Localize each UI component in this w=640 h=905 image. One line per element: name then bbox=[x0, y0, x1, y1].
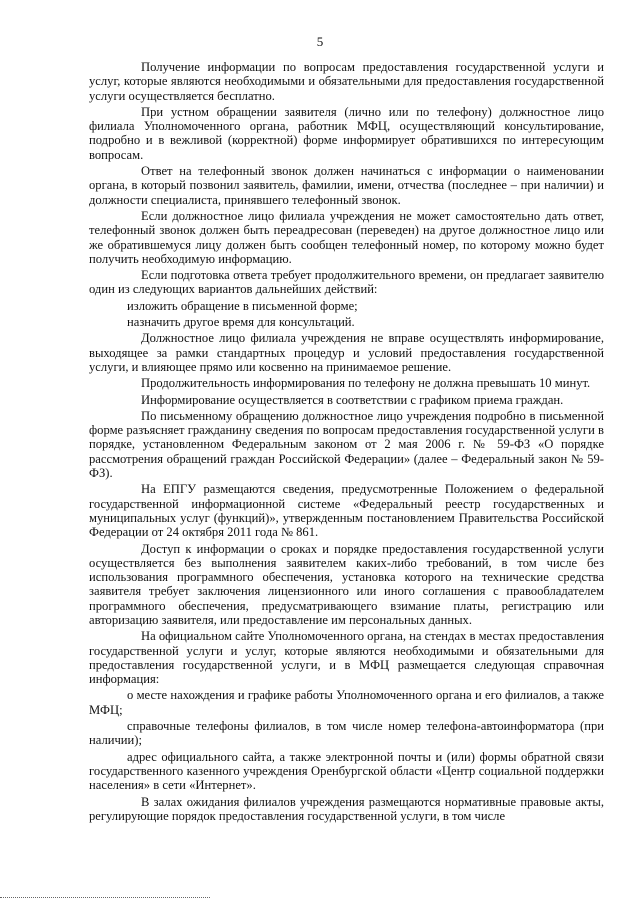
list-item-written-form: изложить обращение в письменной форме; bbox=[127, 298, 358, 313]
paragraph-free-information: Получение информации по вопросам предоставления государственной услуги и услуг, которые являются необходимыми и обязательными для предоставления государственной услуги осуществляется бесплатно. bbox=[89, 60, 604, 103]
paragraph-information-access: Доступ к информации о сроках и порядке предоставления государственной услуги осуществляется без выполнения заявителем каких-либо требований, в том числе без использования программного обеспечения, установка которого на технические средства заявителя требует заключения лицензионного или иного соглашения с правообладателем программного обеспечения, предусматривающего взимание платы, регистрацию или авторизацию заявителя, или предоставление им персональных данных. bbox=[89, 541, 604, 627]
list-item-other-time: назначить другое время для консультаций. bbox=[127, 315, 355, 330]
paragraph-reception-schedule: Информирование осуществляется в соответствии с графиком приема граждан. bbox=[141, 392, 564, 407]
list-item-site-address: адрес официального сайта, а также электронной почты и (или) формы обратной связи государственного казенного учреждения Оренбургской области «Центр социальной поддержки населения» в сети «Интернет». bbox=[89, 749, 604, 793]
paragraph-long-answer: Если подготовка ответа требует продолжительного времени, он предлагает заявителю один из следующих вариантов дальнейших действий: bbox=[89, 268, 604, 297]
footer-divider bbox=[0, 897, 210, 898]
paragraph-epgu-info: На ЕПГУ размещаются сведения, предусмотренные Положением о федеральной государственной информационной системе «Федеральный реестр государственных и муниципальных услуг (функций)», утвержденным постановлением Правительства Российской Федерации от 24 октября 2011 года № 861. bbox=[89, 482, 604, 540]
paragraph-official-site: На официальном сайте Уполномоченного органа, на стендах в местах предоставления государственной услуги и услуг, которые являются необходимыми и обязательными для предоставления государственной услуги, и в МФЦ размещается следующая справочная информация: bbox=[89, 629, 604, 687]
list-item-location-schedule: о месте нахождения и графике работы Уполномоченного органа и его филиалов, а также МФЦ; bbox=[89, 688, 604, 717]
document-body bbox=[89, 60, 604, 823]
paragraph-written-request: По письменному обращению должностное лицо учреждения подробно в письменной форме разъясняет гражданину сведения по вопросам предоставления государственной услуги в порядке, установленном Федеральным законом от 2 мая 2006 г. № 59-ФЗ «О порядке рассмотрения обращений граждан Российской Федерации» (далее – Федеральный закон № 59-ФЗ). bbox=[89, 408, 604, 481]
page-number: 5 bbox=[316, 34, 324, 49]
paragraph-call-redirect: Если должностное лицо филиала учреждения не может самостоятельно дать ответ, телефонный звонок должен быть переадресован (переведен) на другое должностное лицо или же обратившемуся лицу должен быть сообщен телефонный номер, по которому можно будет получить необходимую информацию. bbox=[89, 208, 604, 266]
paragraph-oral-inquiry: При устном обращении заявителя (лично или по телефону) должностное лицо филиала Уполномоченного органа, работник МФЦ, осуществляющий консультирование, подробно и в вежливой (корректной) форме информирует обратившихся по интересующим вопросам. bbox=[89, 104, 604, 162]
paragraph-waiting-rooms: В залах ожидания филиалов учреждения размещаются нормативные правовые акты, регулирующие порядок предоставления государственной услуги, в том числе bbox=[89, 794, 604, 823]
paragraph-phone-answer: Ответ на телефонный звонок должен начинаться с информации о наименовании органа, в который позвонил заявитель, фамилии, имени, отчества (последнее – при наличии) и должности специалиста, принявшего телефонный звонок. bbox=[89, 164, 604, 207]
list-item-reference-phones: справочные телефоны филиалов, в том числе номер телефона-автоинформатора (при наличии); bbox=[89, 719, 604, 748]
paragraph-informing-limits: Должностное лицо филиала учреждения не вправе осуществлять информирование, выходящее за рамки стандартных процедур и условий предоставления государственной услуги, и влияющее прямо или косвенно на принимаемое решение. bbox=[89, 331, 604, 374]
paragraph-phone-duration: Продолжительность информирования по телефону не должна превышать 10 минут. bbox=[141, 376, 591, 391]
